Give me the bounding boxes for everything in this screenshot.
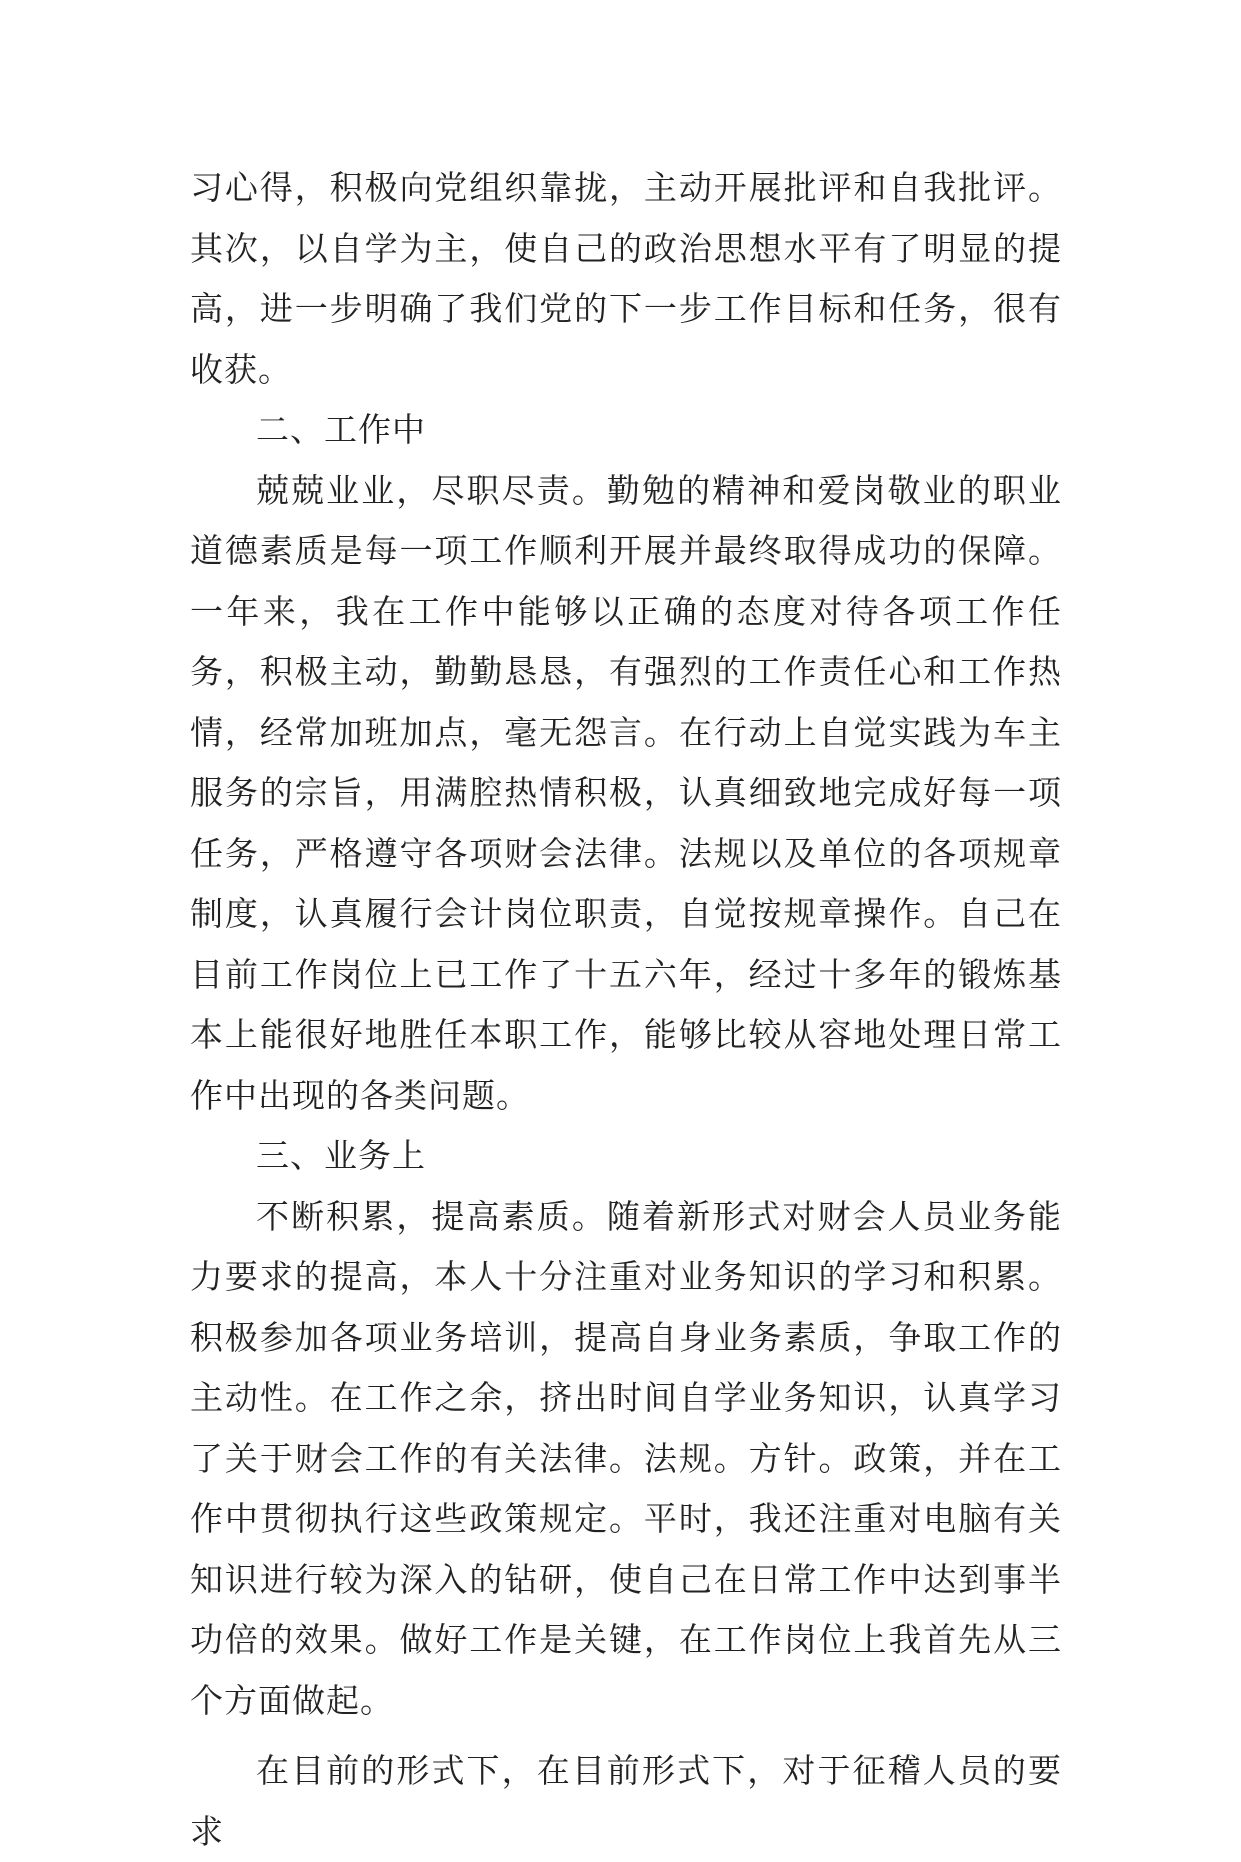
document-body [190,158,1062,1862]
paragraph-continuation: 习心得，积极向党组织靠拢，主动开展批评和自我批评。其次，以自学为主，使自己的政治思想水平有了明显的提高，进一步明确了我们党的下一步工作目标和任务，很有收获。 [190,168,1062,389]
paragraph-business: 不断积累，提高素质。随着新形式对财会人员业务能力要求的提高，本人十分注重对业务知识的学习和积累。积极参加各项业务培训，提高自身业务素质，争取工作的主动性。在工作之余，挤出时间自学业务知识，认真学习了关于财会工作的有关法律。法规。方针。政策，并在工作中贯彻执行这些政策规定。平时，我还注重对电脑有关知识进行较为深入的钻研，使自己在日常工作中达到事半功倍的效果。做好工作是关键，在工作岗位上我首先从三个方面做起。 [190,1196,1062,1720]
paragraph-work: 兢兢业业，尽职尽责。勤勉的精神和爱岗敬业的职业道德素质是每一项工作顺利开展并最终取得成功的保障。一年来，我在工作中能够以正确的态度对待各项工作任务，积极主动，勤勤恳恳，有强烈的工作责任心和工作热情，经常加班加点，毫无怨言。在行动上自觉实践为车主服务的宗旨，用满腔热情积极，认真细致地完成好每一项任务，严格遵守各项财会法律。法规以及单位的各项规章制度，认真履行会计岗位职责，自觉按规章操作。自己在目前工作岗位上已工作了十五六年，经过十多年的锻炼基本上能很好地胜任本职工作，能够比较从容地处理日常工作中出现的各类问题。 [190,470,1062,1115]
paragraph-final: 在目前的形式下，在目前形式下，对于征稽人员的要求 [190,1751,1062,1851]
section-heading-business: 三、业务上 [256,1136,426,1175]
section-heading-work: 二、工作中 [256,410,426,449]
